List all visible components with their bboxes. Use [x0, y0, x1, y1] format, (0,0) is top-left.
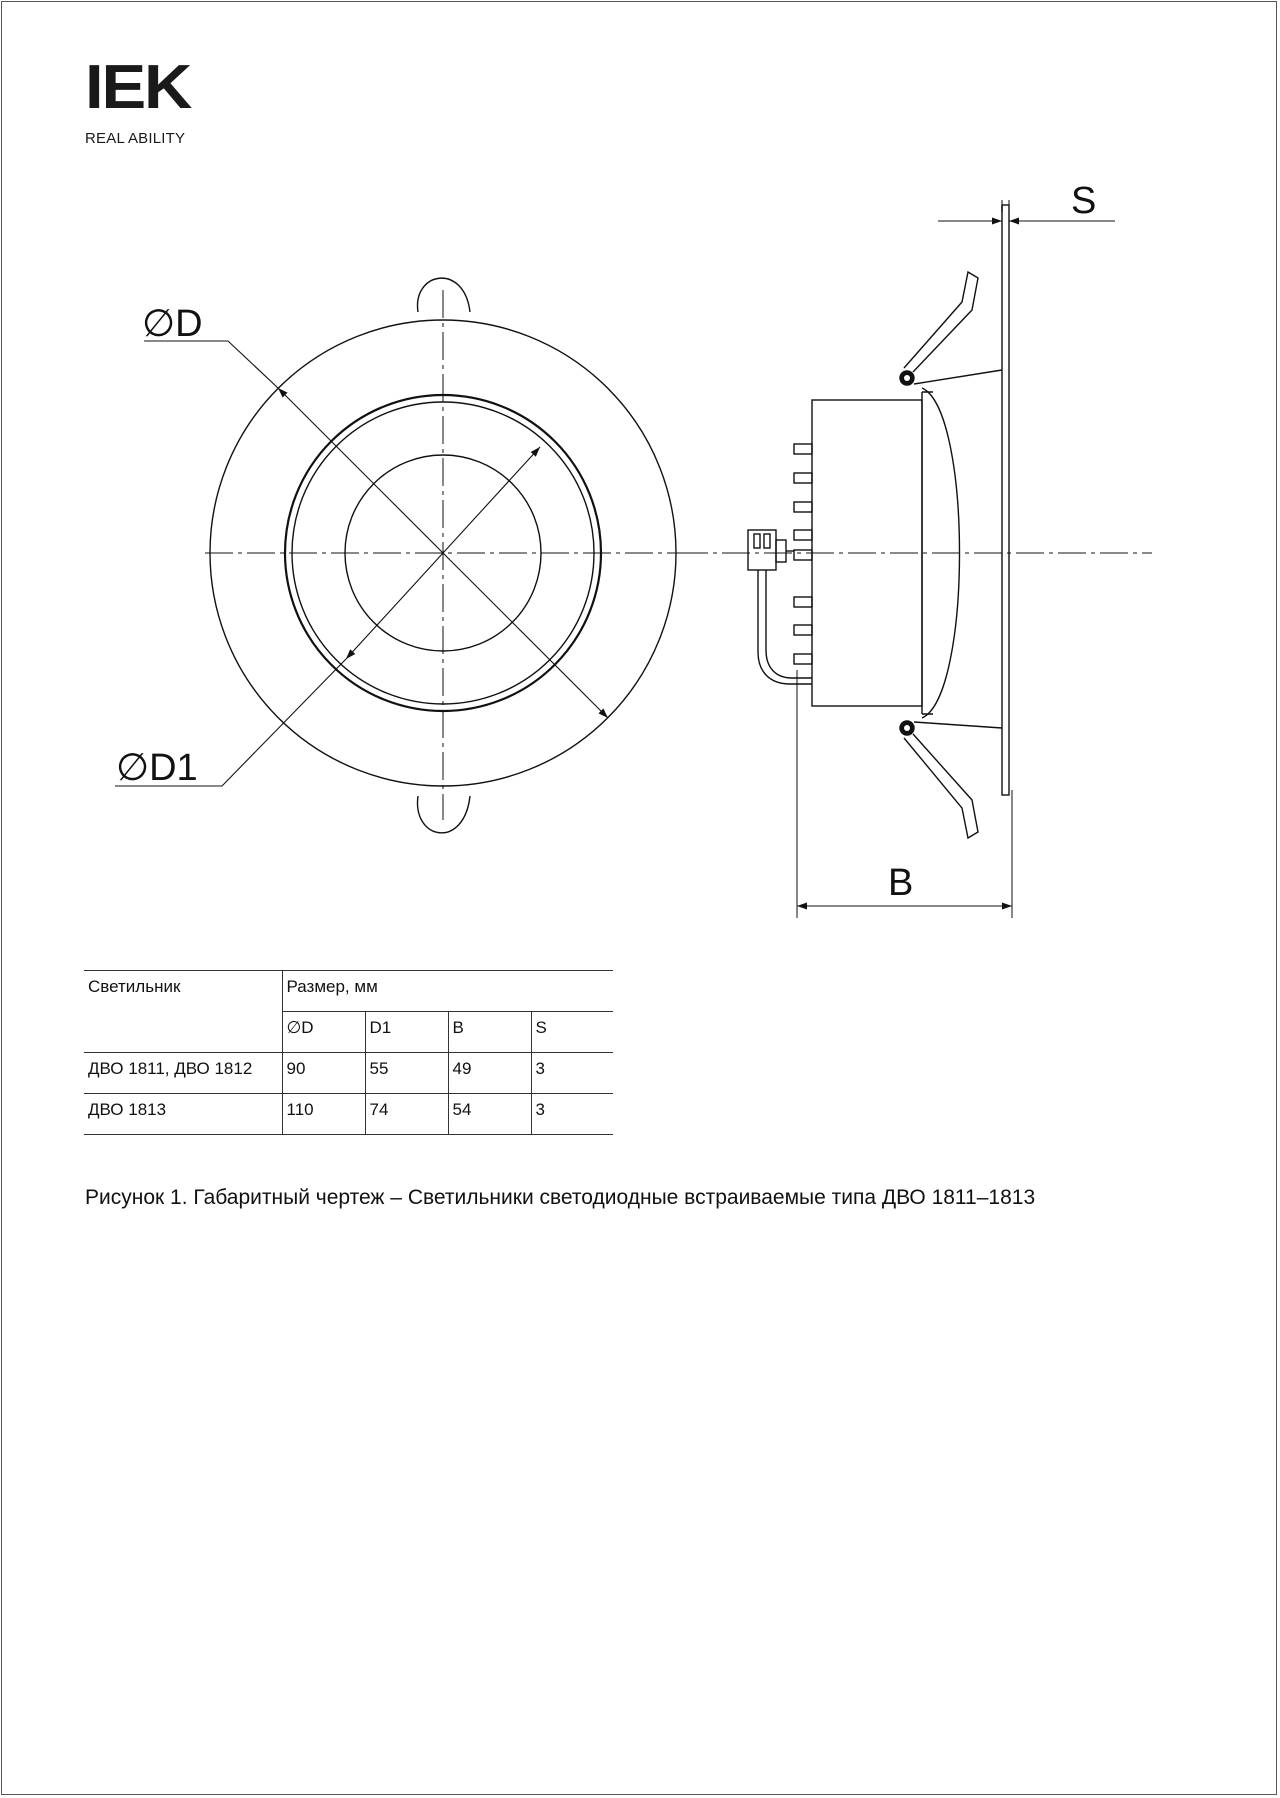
table-row: ДВО 1813 110 74 54 3	[84, 1094, 613, 1135]
col-s: S	[531, 1012, 613, 1053]
table-row: ДВО 1811, ДВО 1812 90 55 49 3	[84, 1053, 613, 1094]
table-header-row	[84, 971, 613, 1012]
header-luminaire: Светильник	[84, 971, 282, 1012]
label-s: S	[1071, 180, 1097, 222]
d-leader-line	[144, 341, 278, 388]
bottom-tab	[418, 796, 470, 833]
side-view	[680, 200, 1152, 918]
col-b: B	[448, 1012, 531, 1053]
bottom-spring-clip	[904, 734, 978, 838]
label-d-inner: ∅D1	[116, 747, 198, 789]
top-tab	[418, 278, 470, 312]
header-size-group: Размер, мм	[282, 971, 613, 1012]
table-subheader-row	[84, 1012, 613, 1053]
col-d: ∅D	[282, 1012, 365, 1053]
connector-plug	[748, 530, 776, 570]
label-d-outer: ∅D	[142, 303, 203, 345]
top-spring-clip	[904, 272, 978, 372]
col-d1: D1	[365, 1012, 448, 1053]
logo-mark: IEK	[85, 53, 191, 122]
dimensions-table	[84, 970, 613, 1135]
flange-plate	[1002, 205, 1009, 795]
front-view	[115, 278, 685, 833]
cooling-fins	[794, 444, 812, 664]
figure-caption: Рисунок 1. Габаритный чертеж – Светильники светодиодные встраиваемые типа ДВО 1811–1813	[85, 1186, 1036, 1209]
logo-tagline: REAL ABILITY	[85, 130, 186, 147]
label-b: B	[888, 862, 914, 904]
